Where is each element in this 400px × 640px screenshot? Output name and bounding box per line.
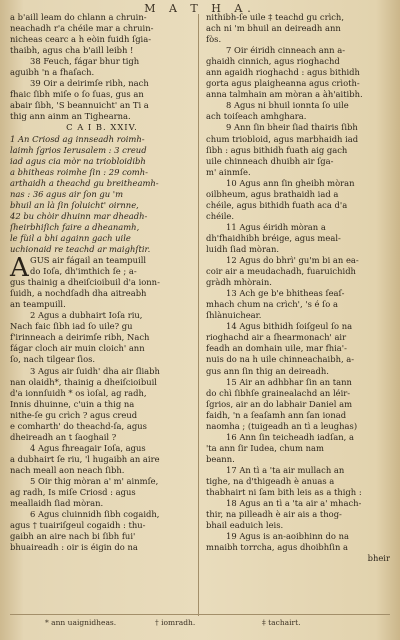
footnote-divider	[10, 614, 390, 615]
text-line: ſuidh, a nochdſadh dha aitreabh	[10, 288, 147, 299]
text-line: fhaic ſibh miſe o ſo ſuas, gus an	[10, 89, 144, 100]
text-line: uile chinneach dhuibh air ſga-	[206, 155, 334, 166]
summary-line: a bhitheas roimhe ſin : 29 comh-	[10, 166, 148, 177]
verse-line: 15 Air an adhbhar ſin an tann	[226, 376, 352, 387]
text-line: a dubhairt ſe riu, 'l hugaibh an aire	[10, 453, 160, 464]
verse-line: 7 Oir éiridh cinneach ann a-	[226, 45, 346, 56]
drop-cap: A	[10, 253, 29, 284]
text-line: mhach chum na crìch', 's é ſo a	[206, 299, 338, 310]
summary-line: bhuil an là ſin ſoluicht' oirnne,	[10, 199, 139, 210]
verse-line: 2 Agus a dubhairt Ioſa riu,	[30, 310, 143, 321]
text-line: ſgrios, air an do labhair Daniel am	[206, 398, 353, 409]
verse-line: 8 Agus ni bhuil ionnta ſo uile	[226, 100, 349, 111]
text-line: 'ta ann ſir Iudea, chum nam	[206, 442, 324, 453]
text-line: feadh an domhain uile, mar fhia'-	[206, 343, 347, 354]
verse-line: 10 Agus ann ſin gheibh mòran	[226, 177, 355, 188]
text-line: faidh, 'n a ſeaſamh ann ſan ionad	[206, 409, 347, 420]
text-line: thabhairt ni ſam bith leis as a thigh :	[206, 487, 362, 498]
text-line: nach meall aon neach ſibh.	[10, 464, 125, 475]
text-line: do chì ſibhſe grainealachd an léir-	[206, 387, 351, 398]
verse-line: 11 Agus éiridh mòran a	[226, 221, 326, 232]
text-line: ſhlànuichear.	[206, 310, 262, 321]
text-line: chéile, agus bithidh fuath aca d'a	[206, 199, 348, 210]
text-line: beann.	[206, 453, 235, 464]
summary-line: iad agus cia mòr na triobloidibh	[10, 155, 146, 166]
text-line: bheir	[367, 553, 390, 564]
text-line: chum triobloid, agus marbhaidh iad	[206, 133, 359, 144]
text-line: luidh ſiad mòran.	[206, 243, 279, 254]
text-line: thir, na pilleadh è air ais a thog-	[206, 509, 342, 520]
text-line: nicheas cearc a h eòin fuidh ſgia-	[10, 34, 152, 45]
text-line: dheireadh an t ſaoghail ?	[10, 431, 117, 442]
verse-line: 14 Agus bithidh ſoiſgeul ſo na	[226, 321, 353, 332]
text-line: meallaidh ſiad mòran.	[10, 498, 104, 509]
column-divider	[198, 14, 199, 616]
verse-line: 5 Oir thig mòran a' m' ainmſe,	[30, 475, 159, 486]
text-line: Nach faic ſibh iad ſo uile? gu	[10, 321, 133, 332]
verse-line: 3 Agus air ſuidh' dha air ſliabh	[30, 365, 160, 376]
text-line: fòs.	[206, 34, 222, 45]
text-line: rioghachd air a ſhearmonach' air	[206, 332, 347, 343]
text-line: e comharth' do theachd-ſa, agus	[10, 420, 147, 431]
text-line: agus † tuairiſgeul cogaidh : thu-	[10, 520, 146, 531]
left-column	[10, 12, 194, 553]
text-line: ann agaidh rioghachd : agus bithidh	[206, 67, 360, 78]
text-line: GUS air fágail an teampuill	[30, 255, 147, 266]
chapter-heading: C A I B. XXIV.	[66, 122, 138, 133]
summary-line: laimh ſgrios Ierusalem : 3 creud	[10, 144, 147, 155]
verse-line: 4 Agus fhreagair Ioſa, agus	[30, 442, 146, 453]
text-line: ach toiſeach amhghara.	[206, 111, 307, 122]
summary-line: arthaidh a theachd gu breitheamh-	[10, 177, 159, 188]
text-line: m' ainmſe.	[206, 166, 251, 177]
running-head: M A T H A.	[144, 2, 256, 15]
summary-line: uchionaid re teachd ar maighſtir.	[10, 243, 151, 254]
text-line: Innis dhuinne, c'uin a thig na	[10, 398, 135, 409]
text-line: gaibh an aire nach bi ſibh fui'	[10, 531, 136, 542]
text-line: do Ioſa, dh'imthich ſe ; a-	[30, 266, 137, 277]
text-line: nuis do na h uile chinneachaibh, a-	[206, 354, 355, 365]
verse-line: 6 Agus cluinnidh ſibh cogaidh,	[30, 509, 160, 520]
text-line: bhail eaduich leis.	[206, 520, 284, 531]
text-line: gràdh mhòrain.	[206, 277, 272, 288]
text-line: nithibh-ſe uile ‡ teachd gu crìch,	[206, 12, 344, 22]
text-line: ag radh, Is miſe Criosd : agus	[10, 487, 136, 498]
text-line: chéile.	[206, 210, 235, 221]
summary-line: 42 bu chòir dhuinn mar dheadh-	[10, 210, 148, 221]
text-line: ach ni 'm bhuil an deireadh ann	[206, 23, 341, 34]
verse-line: 17 An tì a 'ta air mullach an	[226, 464, 345, 475]
summary-line: ſheirbhiſich faire a dheanamh,	[10, 221, 140, 232]
text-line: gus thainig a dheiſcioibuil d'a ionn-	[10, 277, 160, 288]
verse-line: 9 Ann ſin bheir ſiad thairis ſibh	[226, 122, 358, 133]
right-column	[206, 12, 390, 564]
text-line: f'irinneach a deirimſe ribh, Nach	[10, 332, 150, 343]
text-line: anna talmhain am mòran a àh'aitibh.	[206, 89, 363, 100]
text-line: dh'fhaidhibh bréige, agus meal-	[206, 232, 341, 243]
text-line: an teampuill.	[10, 299, 66, 310]
summary-line: 1 An Criosd ag innseadh roimh-	[10, 133, 145, 144]
summary-line: le fùil a bhi againn gach uile	[10, 232, 131, 243]
text-line: fágar cloch air muin cloich' ann	[10, 343, 145, 354]
text-line: tighe, na d'thigeadh è anuas a	[206, 475, 335, 486]
text-line: abair ſibh, 'S beannuicht' an Ti a	[10, 100, 149, 111]
text-line: neachadh r'a chéile mar a chruin-	[10, 23, 154, 34]
text-line: a b'aill leam do chlann a chruin-	[10, 12, 147, 22]
text-line: ſo, nach tilgear ſìos.	[10, 354, 96, 365]
verse-line: 19 Agus is an-aoibhinn do na	[226, 531, 349, 542]
text-line: ſibh : agus bithidh fuath aig gach	[206, 144, 348, 155]
text-line: coir air a meudachadh, fuaruichidh	[206, 266, 356, 277]
text-line: mnaibh torrcha, agus dhoibhſin a	[206, 542, 349, 553]
text-line: bhuaireadh : oir is éigin do na	[10, 542, 138, 553]
verse-line: 18 Agus an tì a 'ta air a' mhach-	[226, 498, 362, 509]
verse-line: 16 Ann ſin teicheadh iadſan, a	[226, 431, 354, 442]
footnote: ‡ tachairt.	[262, 618, 301, 627]
text-line: ghaidh cinnich, agus rioghachd	[206, 56, 340, 67]
text-line: gus ann ſin thig an deireadh.	[206, 365, 329, 376]
text-line: aguibh 'n a fhaſach.	[10, 67, 95, 78]
text-line: thig ann ainm an Tighearna.	[10, 111, 131, 122]
text-line: nan olaidh*, thainig a dheiſcioibuil	[10, 376, 157, 387]
verse-line: 38 Feuch, fágar bhur tigh	[30, 56, 140, 67]
text-line: thaibh, agus cha b'aill leibh !	[10, 45, 134, 56]
verse-line: 12 Agus do bhrì' gu'm bi an ea-	[226, 255, 359, 266]
summary-line: nas : 36 agus air ſon gu 'm	[10, 188, 124, 199]
text-line: naomha ; (tuigeadh an tì a leughas)	[206, 420, 358, 431]
text-line: oilbheum, agus brathaidh iad a	[206, 188, 339, 199]
text-line: nithe-ſe gu crìch ? agus creud	[10, 409, 138, 420]
text-line: gorta agus plaigheanna agus crìoth-	[206, 78, 360, 89]
text-line: d'a ionnſuidh * os ìoſal, ag radh,	[10, 387, 147, 398]
footnote: † iomradh.	[155, 618, 196, 627]
verse-line: 39 Oir a deirimſe ribh, nach	[30, 78, 149, 89]
footnote: * ann uaignidheas.	[45, 618, 117, 627]
verse-line: 13 Ach ge b'e bhitheas ſeaſ-	[226, 288, 345, 299]
